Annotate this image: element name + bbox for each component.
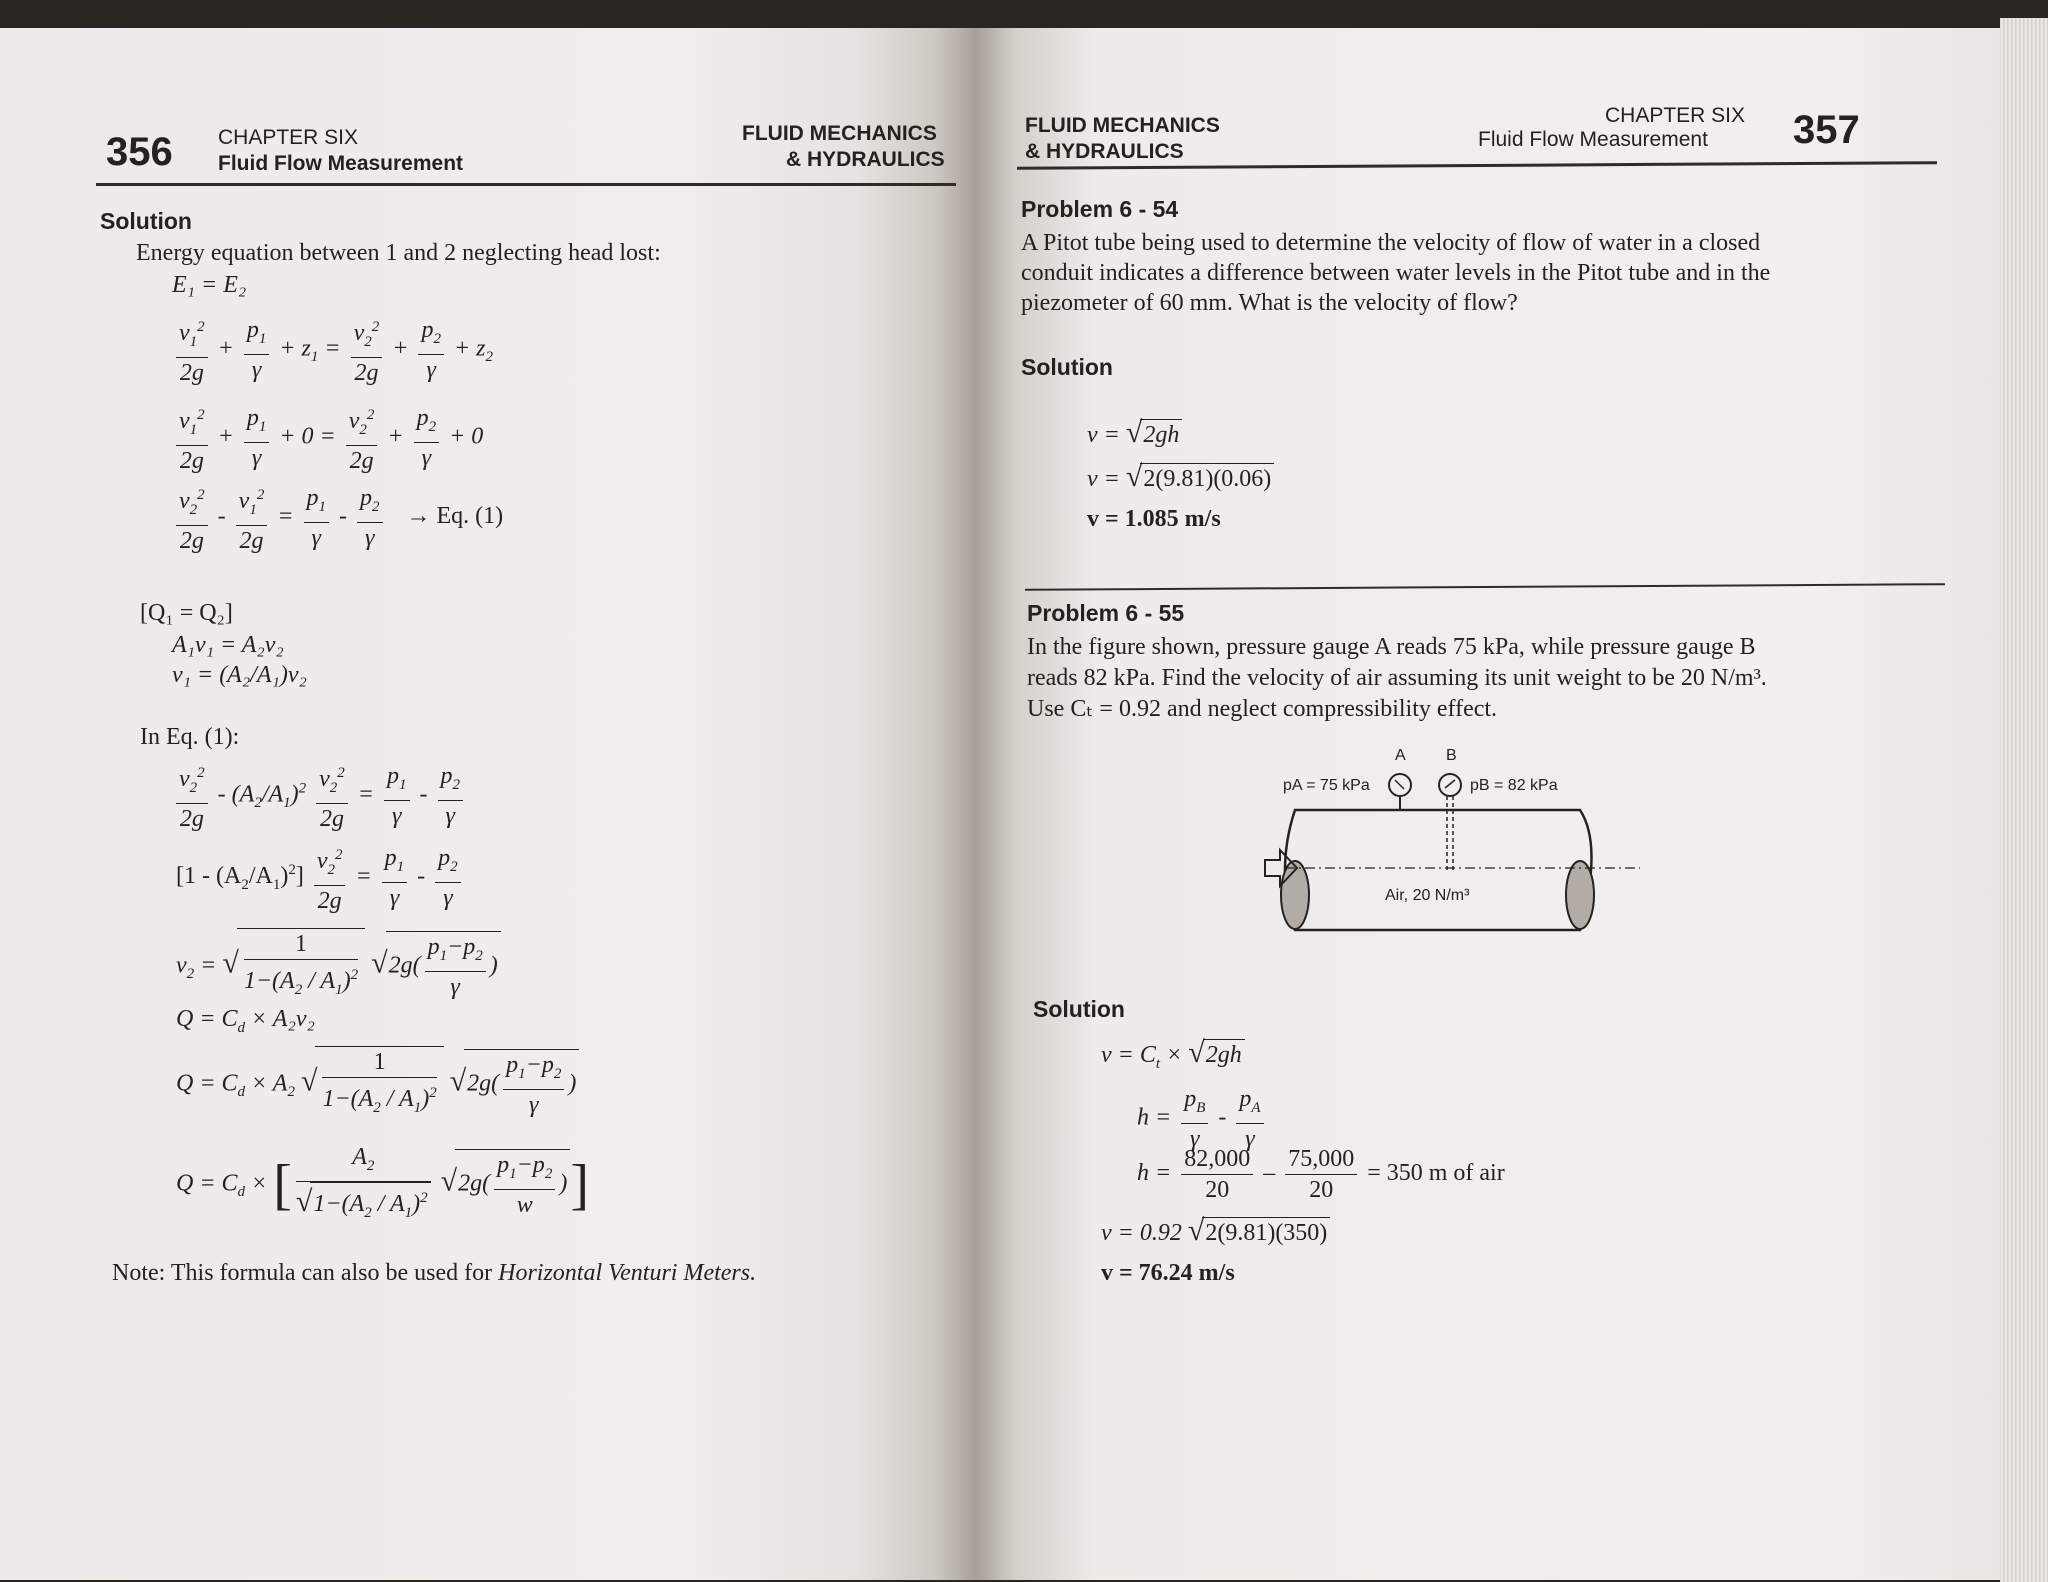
- p55-head-formula: h = $\frac{p_B}{\gamma}$ - $\frac{p_A}{\gamma}$: [1137, 1084, 1268, 1154]
- pipe-gauge-figure: [1255, 740, 1645, 940]
- solution-heading: Solution: [100, 208, 192, 234]
- energy-equality: E₁ = E₂: [172, 272, 247, 298]
- pipe-shape: [1285, 810, 1592, 930]
- q-equation-3: $Q = C_d$ × [ $\frac{A_2}{√1-(A_2 / A_1)^2}$ √2g( $\frac{p_1-p_2}{w}$ )]: [176, 1142, 589, 1228]
- v-step-prefix: v = 0.92: [1101, 1220, 1182, 1246]
- problem-54-text: [1021, 228, 1770, 318]
- gauge-b-icon: [1439, 774, 1461, 796]
- p54-answer: v = 1.085 m/s: [1087, 506, 1221, 532]
- q-equation-1: $Q = C_d \times A_2v_2$: [176, 1006, 315, 1036]
- chapter-label: CHAPTER SIX: [1605, 104, 1746, 127]
- chapter-title: Fluid Flow Measurement: [218, 152, 464, 175]
- denominator-1: 20: [1205, 1177, 1230, 1203]
- page-number: 357: [1793, 108, 1860, 152]
- right-page: [975, 28, 2005, 1580]
- pipe-right-end: [1566, 861, 1594, 929]
- energy-equation-2: $\frac{v_1^2}{2g}$ + $\frac{p_1}{\gamma}$ + 0 = $\frac{v_2^2}{2g}$ + $\frac{p_2}{\gamma}$ + 0: [172, 400, 483, 476]
- problem-55-line: In the figure shown, pressure gauge A reads 75 kPa, while pressure gauge B: [1027, 634, 1756, 660]
- continuity-eq-2: v₁ = (A₂/A₁)v₂: [172, 662, 307, 688]
- numerator-pb: 82,000: [1181, 1144, 1253, 1175]
- note-prefix: Note: This formula can also be used for: [112, 1260, 499, 1286]
- numerator-pa: 75,000: [1285, 1144, 1357, 1175]
- problem-55-text: [1027, 632, 1767, 725]
- eq1-label: → Eq. (1): [406, 503, 504, 530]
- p54-formula: v = √2gh: [1087, 418, 1182, 450]
- gauge-a-label: A: [1395, 747, 1406, 764]
- q-equation-2: $Q = C_d \times A_2$ √ $\frac{1}{1-(A_2 / A_1)^2}$ √2g( $\frac{p_1-p_2}{\gamma}$ ): [176, 1046, 579, 1123]
- v2-solution: $v_2$ = √ $\frac{1}{1-(A_2 / A_1)^2}$ √2g( $\frac{p_1-p_2}{\gamma}$ ): [176, 928, 501, 1005]
- in-eq1-label: In Eq. (1):: [140, 724, 240, 750]
- book-title-line1: FLUID MECHANICS: [1025, 114, 1220, 137]
- left-page: [0, 28, 975, 1580]
- note-text: [112, 1260, 756, 1287]
- chapter-title: Fluid Flow Measurement: [1478, 128, 1708, 151]
- q-eq-lhs: Q = C: [176, 1006, 238, 1032]
- p55-head-value: h = $\frac{82,000}{20}$ – $\frac{75,000}{20}$ = 350 m of air: [1137, 1146, 1505, 1203]
- pressure-b-label: pB = 82 kPa: [1470, 777, 1558, 794]
- page-number: 356: [106, 130, 173, 174]
- gauge-b-label: B: [1446, 747, 1457, 764]
- problem-54-line: conduit indicates a difference between water levels in the Pitot tube and in the: [1021, 260, 1771, 286]
- p55-answer: v = 76.24 m/s: [1101, 1260, 1235, 1286]
- note-italic: Horizontal Venturi Meters.: [498, 1260, 757, 1286]
- solution-heading: Solution: [1021, 354, 1113, 380]
- continuity-eq-1: A₁v₁ = A₂v₂: [172, 632, 284, 658]
- factored-eq: $[1 - (A_2/A_1)^2]$ $\frac{v_2^2}{2g}$ = $\frac{p_1}{\gamma}$ - $\frac{p_2}{\gamma}$: [176, 840, 465, 916]
- problem-divider: [1025, 583, 1945, 591]
- chapter-label: CHAPTER SIX: [218, 126, 359, 149]
- solution-heading-2: Solution: [1033, 996, 1125, 1022]
- book-title-line2: & HYDRAULICS: [1025, 140, 1184, 163]
- book-title-line2: & HYDRAULICS: [786, 148, 945, 171]
- problem-54-line: A Pitot tube being used to determine the velocity of flow of water in a closed: [1021, 230, 1761, 256]
- q-eq-rhs: × A₂v₂: [245, 1006, 315, 1032]
- problem-55-line: reads 82 kPa. Find the velocity of air assuming its unit weight to be 20 N/m³.: [1027, 665, 1767, 691]
- problem-55-line: Use Cₜ = 0.92 and neglect compressibility effect.: [1027, 696, 1498, 722]
- continuity-heading: [Q₁ = Q₂]: [140, 600, 233, 626]
- fluid-label: Air, 20 N/m³: [1385, 887, 1470, 904]
- problem-54-line: piezometer of 60 mm. What is the velocity of flow?: [1021, 290, 1518, 316]
- substitution-eq: $\frac{v_2^2}{2g}$ - $(A_2/A_1)^2$ $\frac{v_2^2}{2g}$ = $\frac{p_1}{\gamma}$ - $\frac{p_2}{\gamma}$: [172, 758, 467, 834]
- book-title-line1: FLUID MECHANICS: [742, 122, 937, 145]
- head-result: = 350 m of air: [1367, 1160, 1505, 1187]
- problem-54-heading: Problem 6 - 54: [1021, 196, 1179, 222]
- header-rule: [96, 183, 956, 186]
- p55-substitution: v = 0.92 √2(9.81)(350): [1101, 1216, 1330, 1248]
- page-edge: [2000, 18, 2048, 1582]
- energy-equation-3: $\frac{v_2^2}{2g}$ - $\frac{v_1^2}{2g}$ = $\frac{p_1}{\gamma}$ - $\frac{p_2}{\gamma}$ → Eq. (1): [172, 480, 503, 556]
- pressure-a-label: pA = 75 kPa: [1283, 777, 1370, 794]
- p54-substitution: v = √2(9.81)(0.06): [1087, 462, 1274, 494]
- intro-text: Energy equation between 1 and 2 neglecting head lost:: [136, 240, 661, 266]
- denominator-2: 20: [1309, 1177, 1334, 1203]
- energy-equation-1: $\frac{v_1^2}{2g}$ + $\frac{p_1}{\gamma}$ + $z_1$ = $\frac{v_2^2}{2g}$ + $\frac{p_2}{\gamma}$ + $z_2$: [172, 312, 493, 388]
- problem-55-heading: Problem 6 - 55: [1027, 600, 1185, 626]
- p55-formula: $v = C_t \times √2gh$: [1101, 1038, 1245, 1079]
